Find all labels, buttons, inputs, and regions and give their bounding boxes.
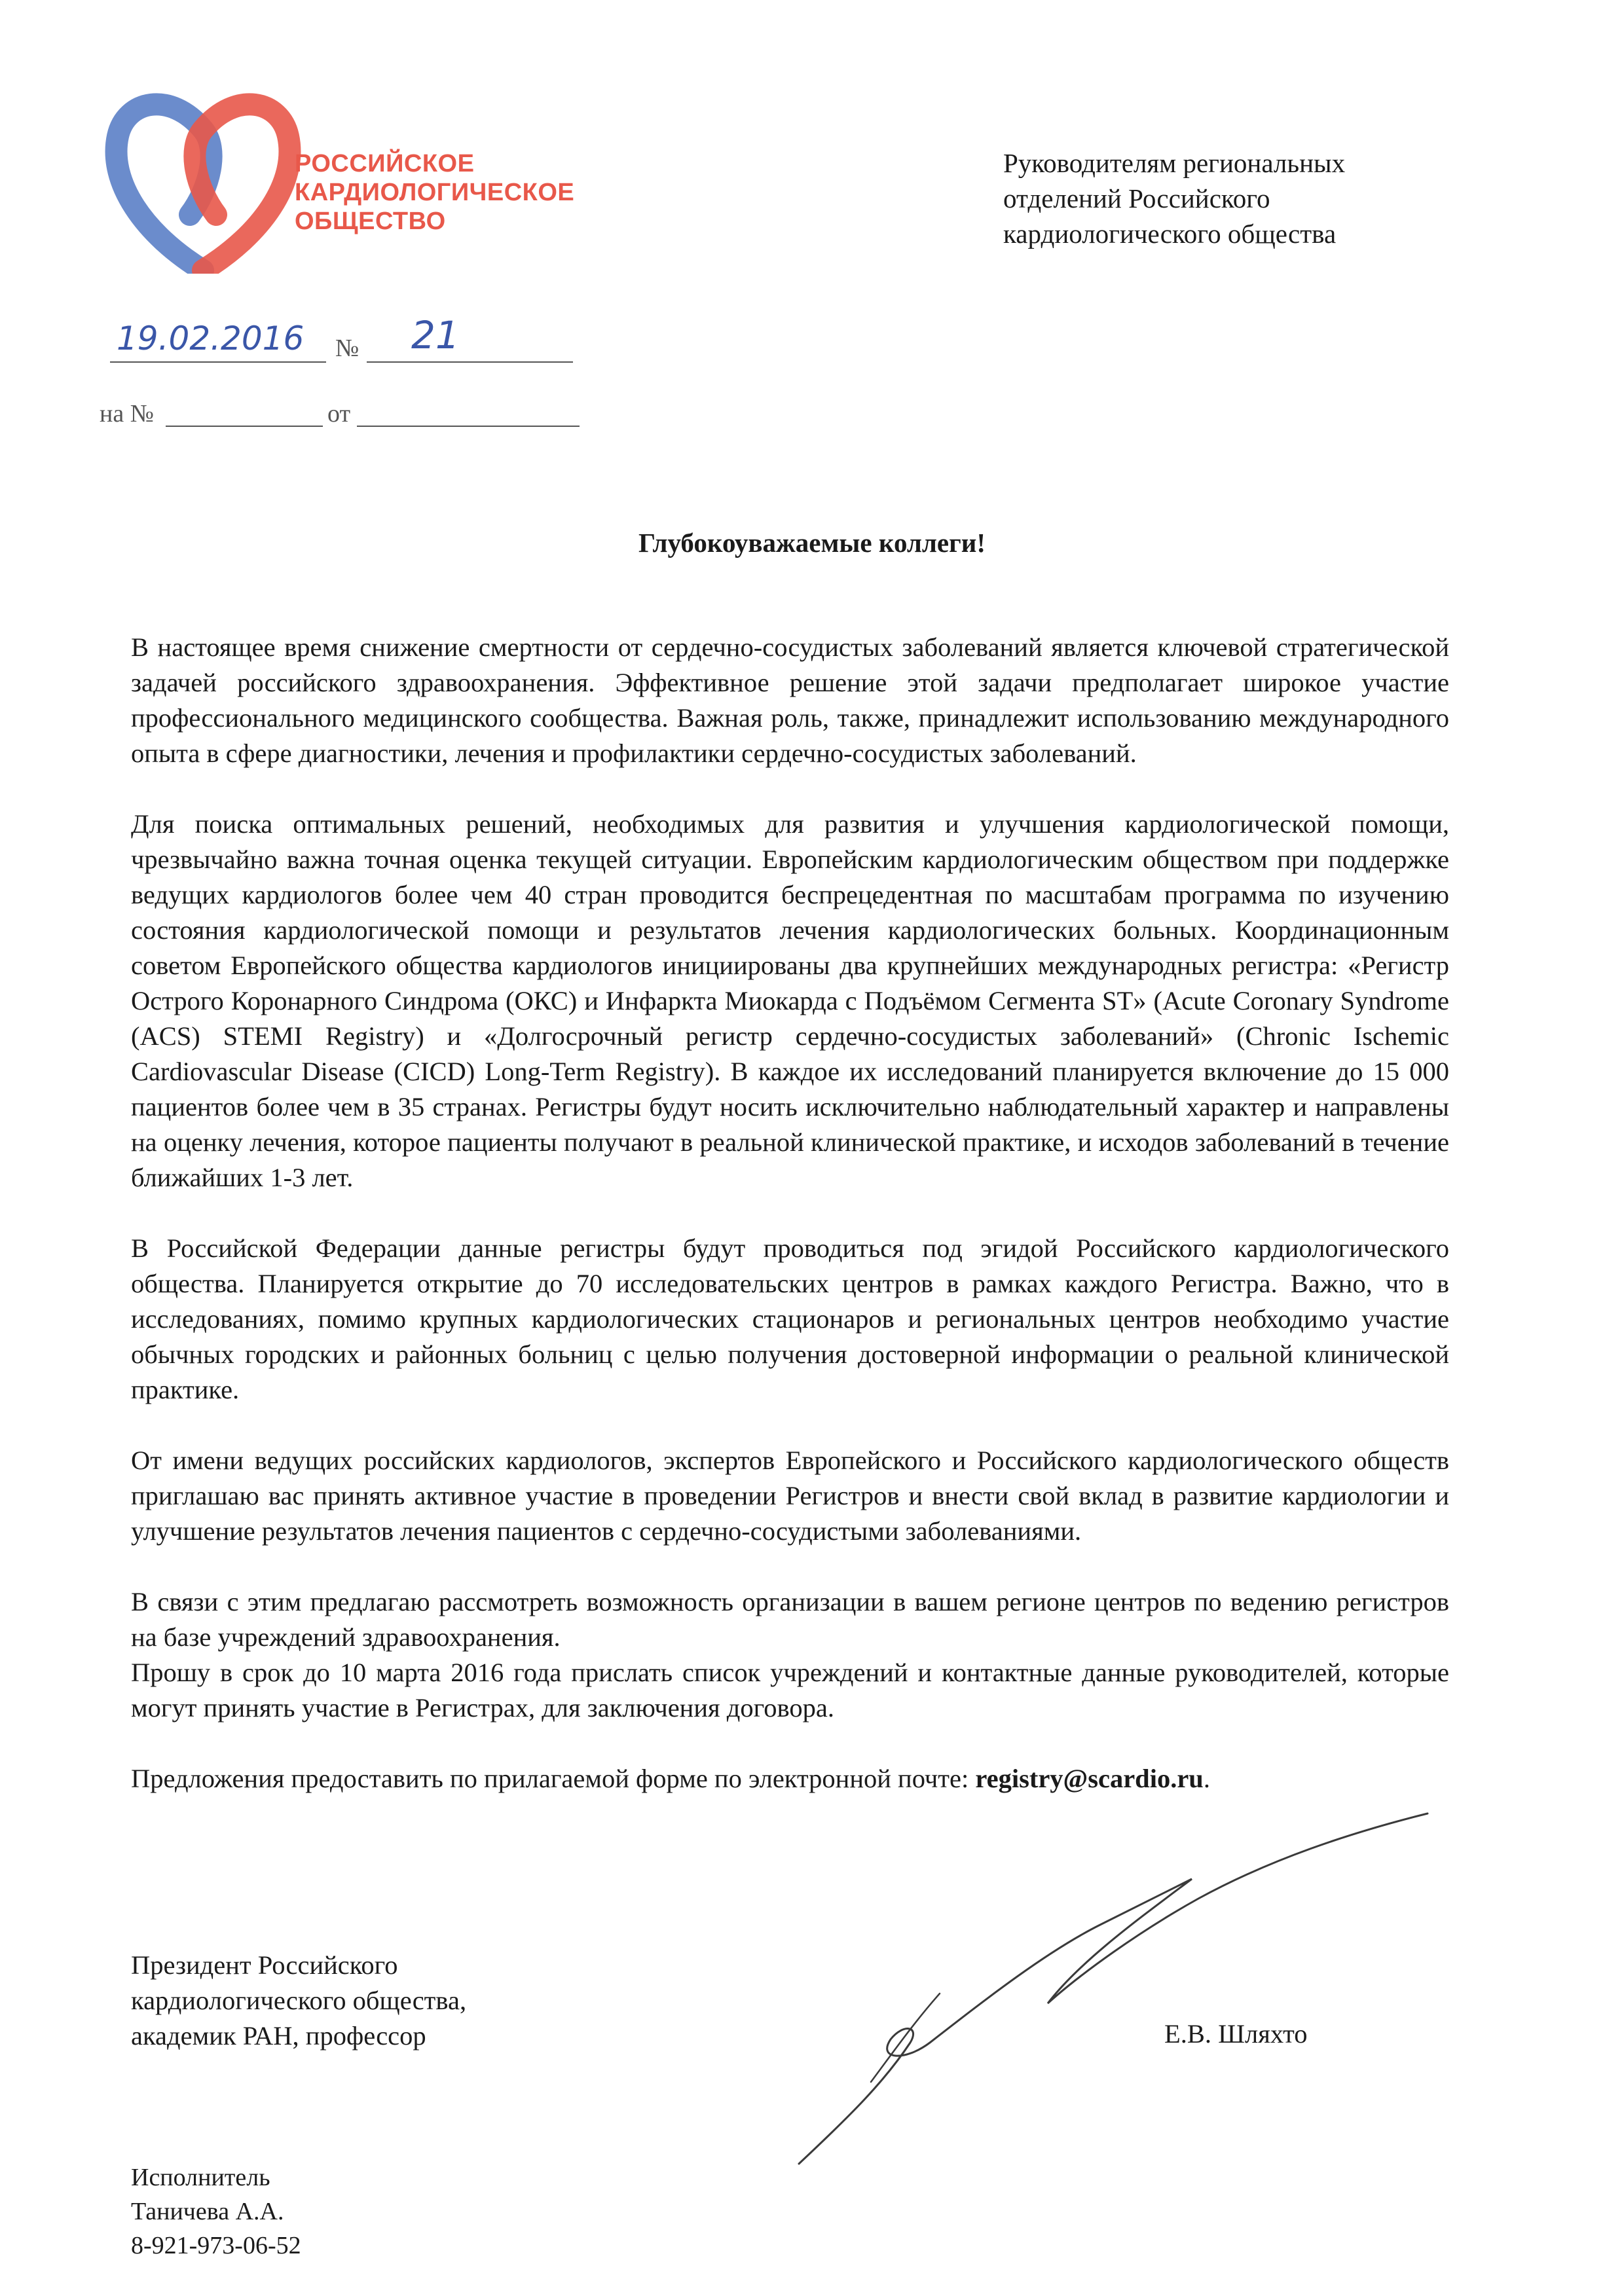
outgoing-date: 19.02.2016 [117, 319, 304, 357]
body-paragraph: Прошу в срок до 10 марта 2016 года прислать список учреждений и контактные данные руководителей, которые могут принять участие в Регистрах, для заключения договора. [131, 1658, 1449, 1722]
society-logo-icon [105, 84, 301, 274]
body-paragraph: В настоящее время снижение смертности от сердечно-сосудистых заболеваний является ключевой стратегической задачей российского здравоохранения. Эффективное решение этой задачи предполагает широкое участие профессионального медицинского сообщества. Важная роль, также, принадлежит использованию международного опыта в сфере диагностики, лечения и профилактики сердечно-сосудистых заболеваний. [131, 632, 1449, 768]
signer-title-line: Президент Российского [131, 1950, 398, 1980]
signature-icon [773, 1807, 1441, 2174]
signer-title [131, 1948, 466, 2054]
greeting: Глубокоуважаемые коллеги! [638, 528, 986, 558]
society-name-line: КАРДИОЛОГИЧЕСКОЕ [295, 179, 575, 206]
society-name-line: РОССИЙСКОЕ [295, 150, 475, 177]
date-underline [110, 361, 326, 363]
contact-email: registry@scardio.ru [975, 1764, 1204, 1793]
addressee-line: отделений Российского [1003, 183, 1270, 213]
number-underline [367, 361, 573, 363]
body-paragraph: От имени ведущих российских кардиологов, экспертов Европейского и Российского кардиологического обществ приглашаю вас принять активное участие в проведении Регистров и внести свой вклад в развитие кардиологии и улучшение результатов лечения пациентов с сердечно-сосудистыми заболеваниями. [131, 1446, 1449, 1546]
addressee [1003, 145, 1345, 251]
reference-number-underline [166, 426, 323, 427]
society-name [295, 149, 574, 236]
executor-block [131, 2160, 301, 2263]
body-paragraph: В связи с этим предлагаю рассмотреть возможность организации в вашем регионе центров по ведению регистров на базе учреждений здравоохранения. [131, 1587, 1449, 1652]
body-paragraph: В Российской Федерации данные регистры будут проводиться под эгидой Российского кардиологического общества. Планируется открытие до 70 исследовательских центров в рамках каждого Регистра. Важно, что в исследованиях, помимо крупных кардиологических стационаров и региональных центров необходимо участие обычных городских и районных больниц с целью получения достоверной информации о реальной клинической практике. [131, 1233, 1449, 1404]
letter-body [131, 630, 1449, 1832]
executor-phone: 8-921-973-06-52 [131, 2232, 301, 2259]
society-name-line: ОБЩЕСТВО [295, 208, 446, 235]
executor-label: Исполнитель [131, 2164, 270, 2191]
body-paragraph: Для поиска оптимальных решений, необходимых для развития и улучшения кардиологической помощи, чрезвычайно важна точная оценка текущей ситуации. Европейским кардиологическим обществом при поддержке ведущих кардиологов более чем 40 стран проводится беспрецедентная по масштабам программа по изучению состояния кардиологической помощи и результатов лечения кардиологических больных. Координационным советом Европейского общества кардиологов инициированы два крупнейших международных регистра: «Регистр Острого Коронарного Синдрома (ОКС) и Инфаркта Миокарда с Подъёмом Сегмента ST» (Acute Coronary Syndrome (ACS) STEMI Registry) и «Долгосрочный регистр сердечно-сосудистых заболеваний» (Chronic Ischemic Cardiovascular Disease (CICD) Long-Term Registry). В каждое их исследований планируется включение до 15 000 пациентов более чем в 35 странах. Регистры будут носить исключительно наблюдательный характер и направлены на оценку лечения, которое пациенты получают в реальной клинической практике, и исходов заболеваний в течение ближайших 1-3 лет. [131, 809, 1449, 1192]
signer-title-line: кардиологического общества, [131, 1986, 467, 2015]
proposal-paragraph [131, 1761, 1449, 1796]
number-label: № [335, 335, 360, 362]
addressee-line: кардиологического общества [1003, 219, 1337, 249]
addressee-line: Руководителям региональных [1003, 148, 1346, 178]
proposal-text: Предложения предоставить по прилагаемой форме по электронной почте: [131, 1764, 976, 1793]
outgoing-number: 21 [411, 313, 460, 357]
reference-date-label: от [327, 400, 351, 428]
signer-name: Е.В. Шляхто [1164, 2019, 1308, 2049]
reference-date-underline [357, 426, 580, 427]
signer-title-line: академик РАН, профессор [131, 2021, 426, 2050]
executor-name: Таничева А.А. [131, 2198, 284, 2225]
reference-number-label: на № [100, 400, 154, 428]
proposal-end: . [1203, 1764, 1210, 1793]
